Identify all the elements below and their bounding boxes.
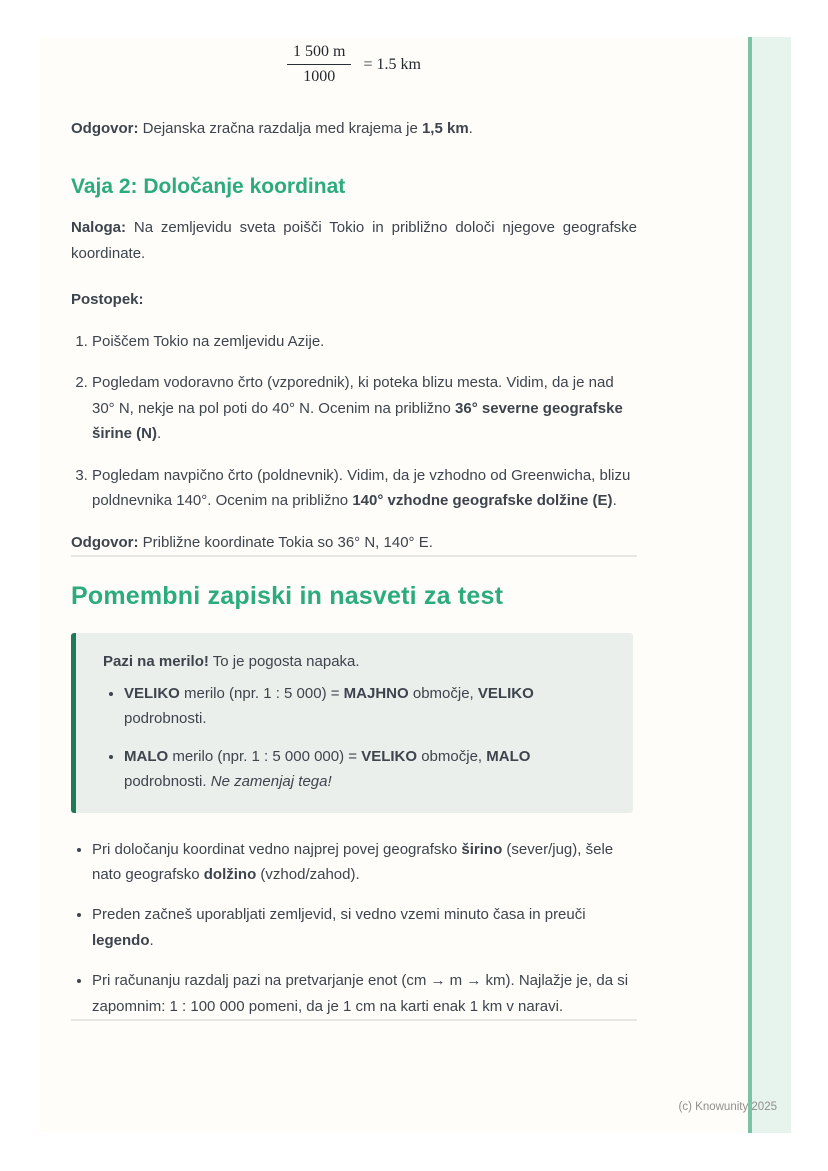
list-item: • Pri določanju koordinat vedno najprej povej geografsko širino (sever/jug), šele nato geografsko dolžino (vzhod/zahod). [92, 837, 637, 889]
warning-callout [71, 633, 633, 813]
exercise2-answer: Odgovor: Približne koordinate Tokia so 36° N, 140° E. [71, 533, 433, 551]
fraction-denominator: 1000 [303, 68, 336, 85]
list-item: • Preden začneš uporabljati zemljevid, si vedno vzemi minuto časa in preuči legendo. [92, 902, 637, 954]
tips-bullet-list [71, 837, 637, 1020]
list-item: • Pri računanju razdalj pazi na pretvarjanje enot (cm → m → km). Najlažje je, da si zapomnim: 1 : 100 000 pomeni, da je 1 cm na karti enak 1 km v naravi. [92, 968, 637, 1020]
procedure-steps-list [71, 329, 637, 514]
list-item: 2. Pogledam vodoravno črto (vzporednik), ki poteka blizu mesta. Vidim, da je nad 30° N, nekje na pol poti do 40° N. Ocenim na približno 36° severne geografske širine (N). [92, 370, 637, 447]
fraction [287, 43, 351, 86]
copyright-notice: (c) Knowunity 2025 [678, 1101, 777, 1113]
list-item: • VELIKO merilo (npr. 1 : 5 000) = MAJHNO območje, VELIKO podrobnosti. [124, 681, 609, 732]
page-content [71, 37, 637, 1021]
list-item: 1. Poiščem Tokio na zemljevidu Azije. [92, 329, 637, 355]
fraction-result: = 1.5 km [363, 55, 421, 73]
page-edge-accent-strip [748, 37, 791, 1133]
exercise1-answer: Odgovor: Dejanska zračna razdalja med krajema je 1,5 km. [71, 120, 473, 137]
callout-intro: Pazi na merilo! To je pogosta napaka. [103, 653, 360, 671]
footer-divider [71, 1019, 637, 1021]
list-item: 3. Pogledam navpično črto (poldnevnik). Vidim, da je vzhodno od Greenwicha, blizu poldnevnika 140°. Ocenim na približno 140° vzhodne geografske dolžine (E). [92, 463, 637, 514]
scale-conversion-formula [71, 43, 637, 86]
list-item: • MALO merilo (npr. 1 : 5 000 000) = VELIKO območje, MALO podrobnosti. Ne zamenjaj tega! [124, 744, 609, 795]
document-page [40, 37, 791, 1133]
notes-section-heading: Pomembni zapiski in nasveti za test [71, 582, 504, 611]
procedure-label: Postopek: [71, 291, 144, 309]
callout-bullet-list [103, 681, 609, 795]
exercise2-heading: Vaja 2: Določanje koordinat [71, 174, 346, 198]
fraction-numerator: 1 500 m [287, 43, 351, 65]
exercise2-task: Naloga: Na zemljevidu sveta poišči Tokio in približno določi njegove geografske koordinate. [71, 218, 637, 262]
section-divider [71, 555, 637, 557]
